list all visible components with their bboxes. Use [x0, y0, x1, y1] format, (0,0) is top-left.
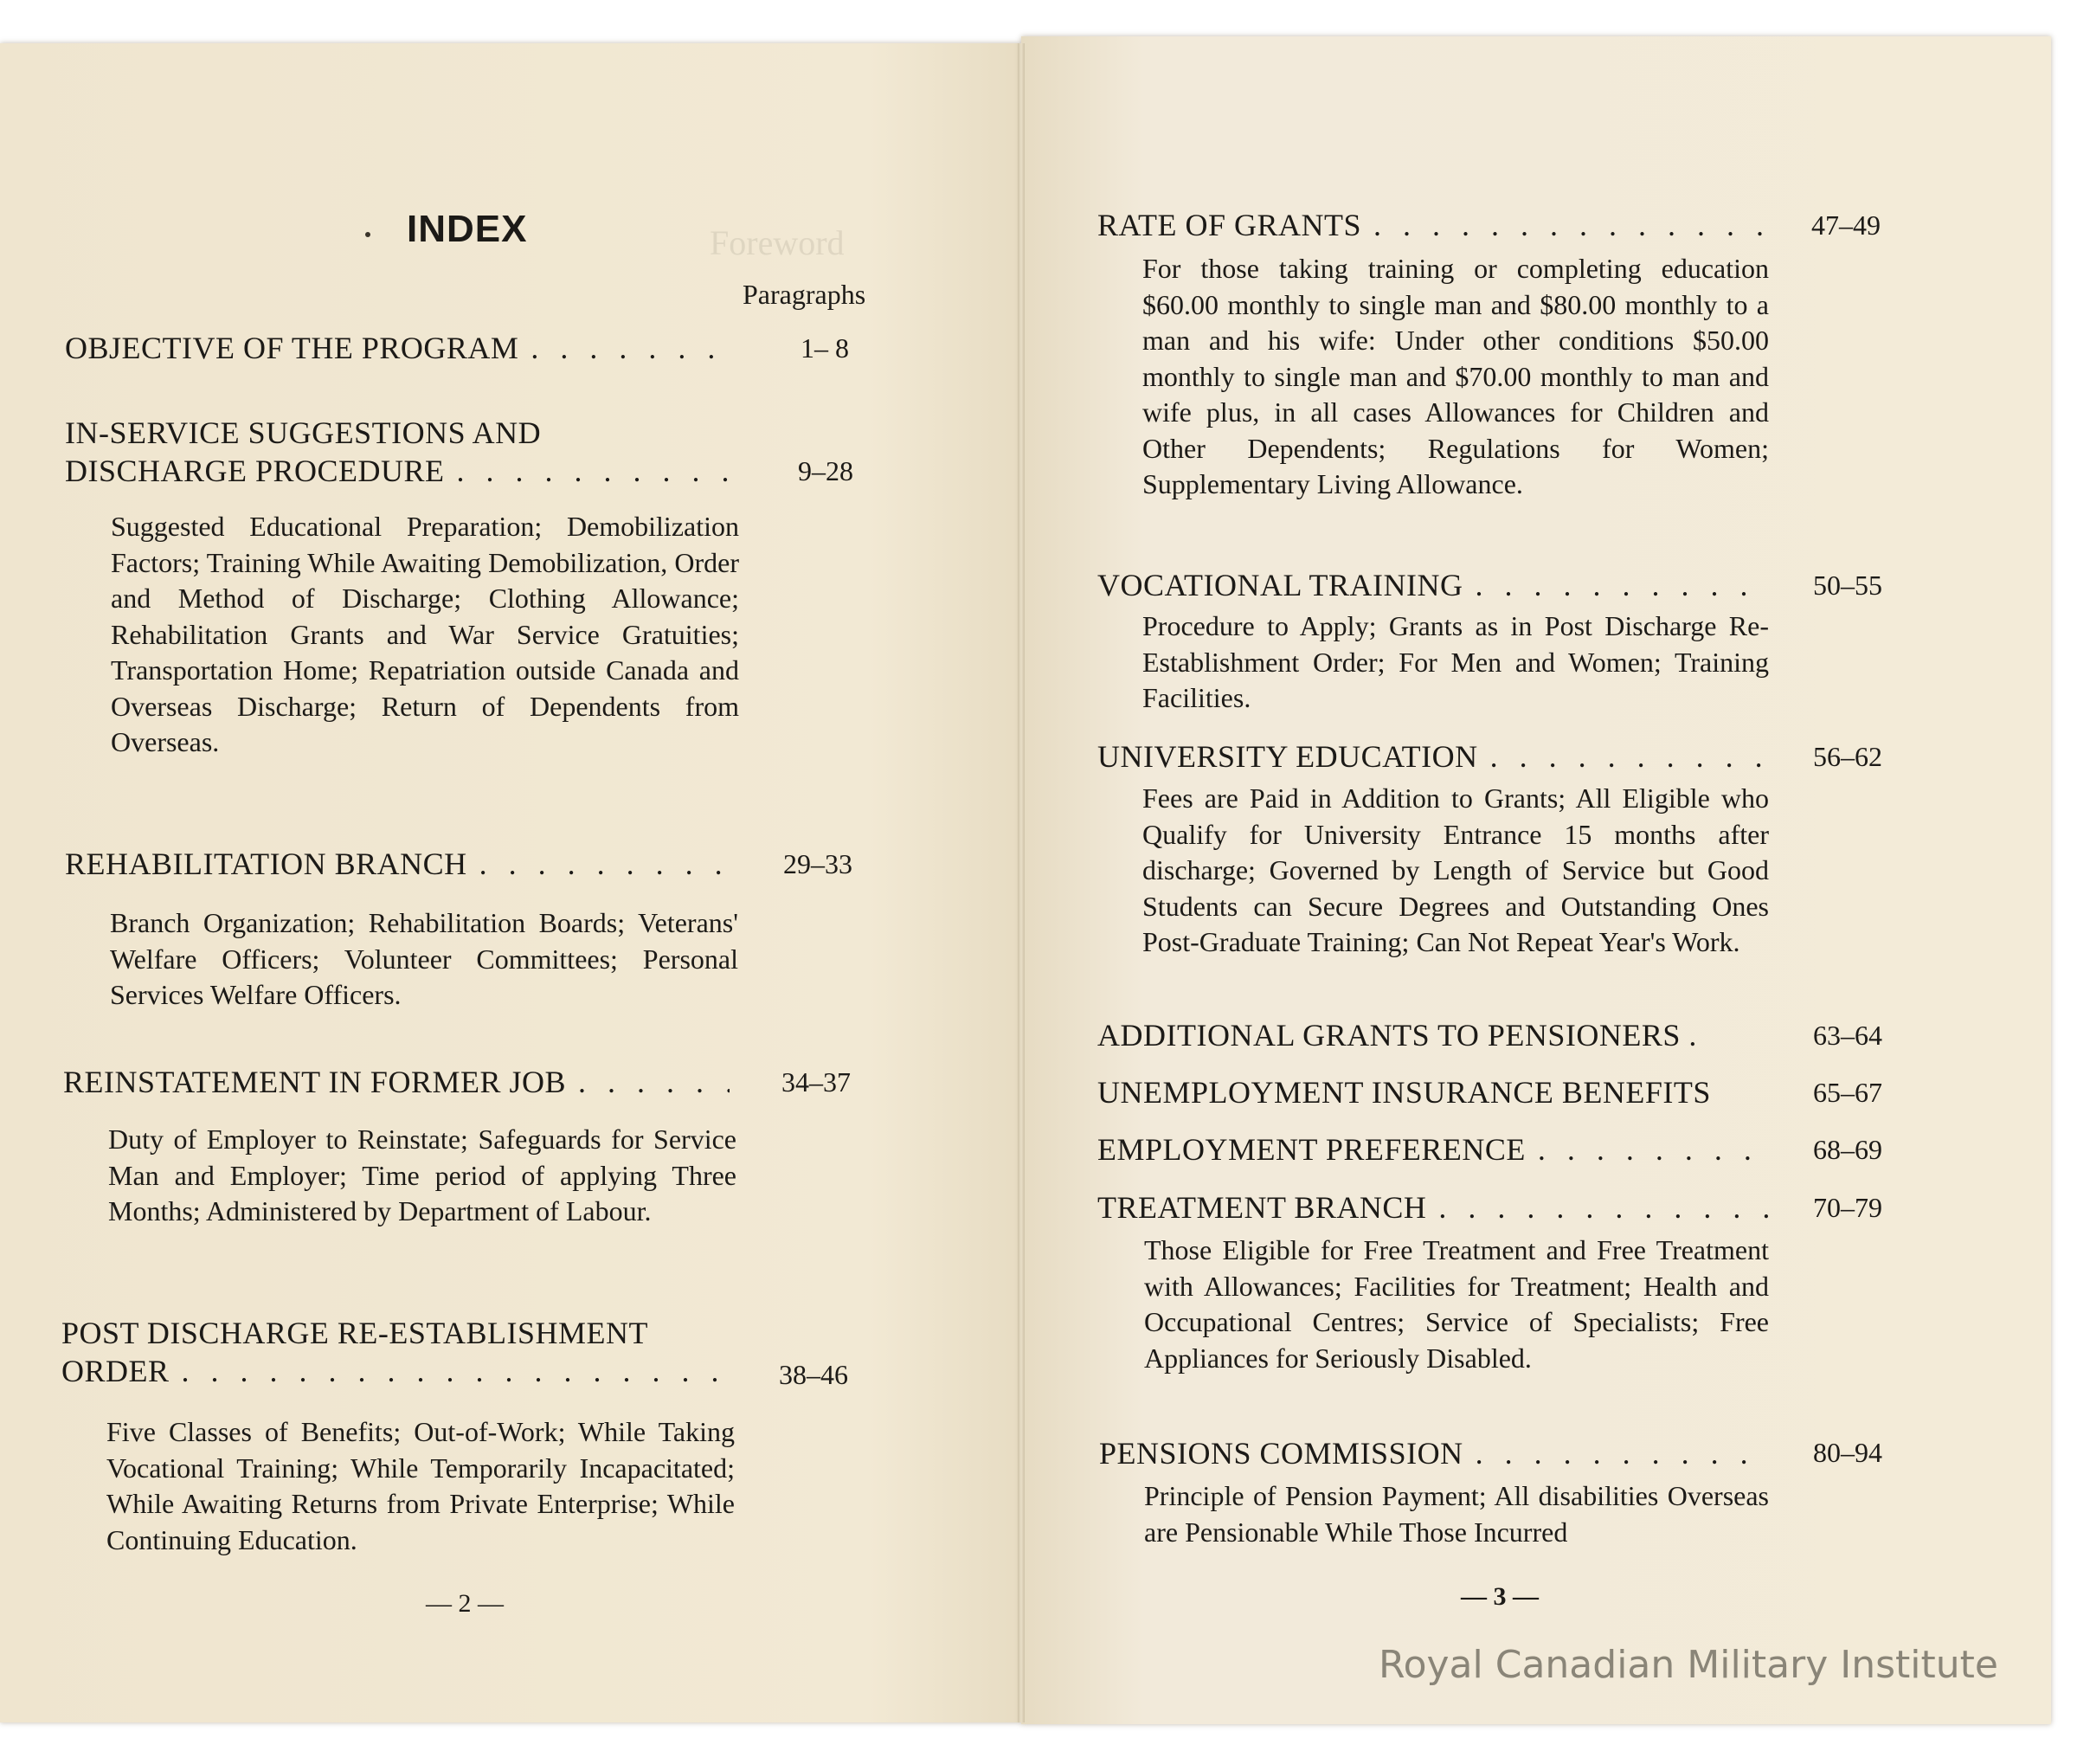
entry-heading: EMPLOYMENT PREFERENCE [1097, 1132, 1526, 1167]
dot-leader [1478, 737, 1768, 776]
dot-leader [518, 329, 731, 367]
entry-paragraphs: 29–33 [783, 848, 852, 879]
entry-paragraphs: 47–49 [1811, 209, 1881, 241]
entry-description: Duty of Employer to Reinstate; Safeguards for Service Man and Employer; Time period of applying Three Months; Administered by Department of Labour. [108, 1123, 736, 1226]
show-through-text: Foreword [710, 223, 845, 262]
dot-leader [170, 1352, 728, 1390]
entry-description: For those taking training or completing education $60.00 monthly to single man and $80.00 monthly to a man and his wife: Under other conditions $50.00 monthly to single man and $70.00 monthly to man and wife plus, in all cases Allowances for Children and Other Dependents; Regulations for Women; Supplementary Living Allowance. [1142, 253, 1769, 499]
entry-description: Fees are Paid in Addition to Grants; All Eligible who Qualify for University Entrance 15 months after discharge; Governed by Length of Service but Good Students can Secure Degrees and Outstanding Ones Post-Graduate Training; Can Not Repeat Year's Work. [1142, 782, 1769, 957]
dot-leader [1463, 566, 1768, 604]
page-number-right: — 3 — [1461, 1582, 1539, 1611]
watermark: Royal Canadian Military Institute [1379, 1643, 1998, 1687]
entry-paragraphs: 9–28 [798, 455, 853, 486]
entry-heading: TREATMENT BRANCH [1097, 1190, 1427, 1225]
entry-heading: DISCHARGE PROCEDURE [65, 454, 445, 488]
entry-heading: VOCATIONAL TRAINING [1097, 568, 1463, 602]
entry-paragraphs: 70–79 [1813, 1192, 1882, 1223]
entry-paragraphs: 68–69 [1813, 1134, 1882, 1165]
page-number-left: — 2 — [426, 1589, 504, 1618]
entry-heading: POST DISCHARGE RE-ESTABLISHMENT [61, 1316, 649, 1350]
entry-description: Suggested Educational Preparation; Demobilization Factors; Training While Awaiting Demobilization, Order and Method of Discharge; Clothing Allowance; Rehabilitation Grants and War Service Gratuities; Transportation Home; Repatriation outside Canada and Overseas Discharge; Return of Dependents from Overseas. [111, 511, 739, 757]
index-entry-rehabilitation [65, 845, 731, 883]
entry-heading: PENSIONS COMMISSION [1099, 1436, 1463, 1471]
entry-paragraphs: 65–67 [1813, 1077, 1882, 1108]
dot-leader [1526, 1130, 1768, 1168]
entry-paragraphs: 50–55 [1813, 570, 1882, 601]
index-entry-vocational-training [1097, 566, 1768, 604]
entry-heading: UNEMPLOYMENT INSURANCE BENEFITS [1097, 1075, 1711, 1110]
entry-description: Principle of Pension Payment; All disabilities Overseas are Pensionable While Those Incurred [1144, 1480, 1769, 1548]
entry-description: Those Eligible for Free Treatment and Free Treatment with Allowances; Facilities for Treatment; Health and Occupational Centres; Service of Specialists; Free Appliances for Seriously Disabled. [1144, 1234, 1769, 1374]
entry-paragraphs: 1– 8 [801, 332, 849, 364]
index-title: INDEX [407, 208, 528, 250]
index-entry-university-education [1097, 737, 1768, 776]
entry-heading: RATE OF GRANTS [1097, 208, 1362, 242]
index-entry-pensions-commission [1099, 1434, 1768, 1472]
index-entry-in-service [65, 414, 731, 490]
entry-description: Procedure to Apply; Grants as in Post Discharge Re-Establishment Order; For Men and Women; Training Facilities. [1142, 610, 1769, 713]
entry-heading: OBJECTIVE OF THE PROGRAM [65, 331, 519, 365]
entry-heading: REHABILITATION BRANCH [65, 847, 467, 881]
index-entry-post-discharge [61, 1314, 728, 1390]
index-entry-reinstatement [63, 1063, 730, 1101]
dot-leader [1361, 206, 1768, 244]
index-entry-additional-grants [1097, 1016, 1768, 1054]
dot-leader [566, 1063, 730, 1101]
book-gutter [1018, 43, 1025, 1722]
entry-paragraphs: 80–94 [1813, 1437, 1882, 1468]
index-entry-unemployment-insurance [1097, 1073, 1768, 1111]
index-entry-objective [65, 329, 731, 367]
entry-paragraphs: 34–37 [781, 1066, 851, 1098]
entry-heading: IN-SERVICE SUGGESTIONS AND [65, 415, 542, 450]
dot-leader [467, 845, 731, 883]
paragraphs-column-label: Paragraphs [743, 279, 866, 310]
entry-paragraphs: 56–62 [1813, 741, 1882, 772]
entry-paragraphs: 38–46 [779, 1359, 848, 1390]
index-entry-rate-of-grants [1097, 206, 1768, 244]
dot-leader [1463, 1434, 1768, 1472]
index-entry-employment-preference [1097, 1130, 1768, 1168]
index-entry-treatment-branch [1097, 1188, 1768, 1226]
entry-heading: UNIVERSITY EDUCATION [1097, 739, 1478, 774]
entry-heading: ADDITIONAL GRANTS TO PENSIONERS . [1097, 1018, 1697, 1053]
entry-description: Branch Organization; Rehabilitation Boards; Veterans' Welfare Officers; Volunteer Committees; Personal Services Welfare Officers. [110, 907, 738, 1010]
dot-leader [1426, 1188, 1768, 1226]
entry-description: Five Classes of Benefits; Out-of-Work; While Taking Vocational Training; While Temporarily Incapacitated; While Awaiting Returns from Private Enterprise; While Continuing Education. [106, 1416, 735, 1555]
dot-leader [445, 452, 731, 490]
entry-heading: REINSTATEMENT IN FORMER JOB [63, 1065, 566, 1099]
ink-speck [365, 232, 370, 237]
entry-heading: ORDER [61, 1354, 170, 1388]
entry-paragraphs: 63–64 [1813, 1020, 1882, 1051]
